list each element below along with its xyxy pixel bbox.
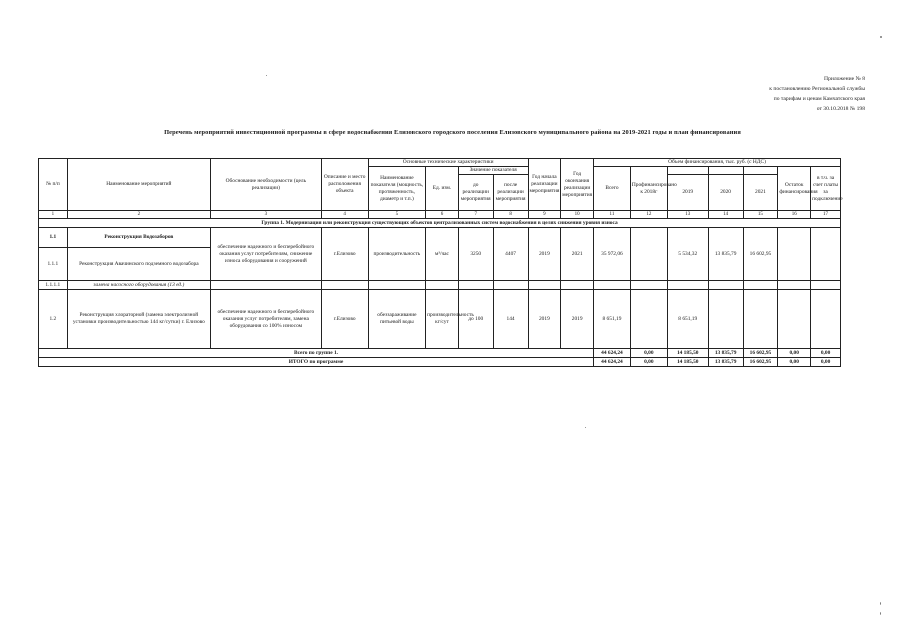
header-value-group: Значение показателя [458,167,528,175]
header-total: Всего [594,167,631,211]
appendix-line: по тарифам и ценам Камчатского края [773,96,865,102]
col-number: 17 [811,211,841,219]
group-total-label: Всего по группе 1. [39,349,594,358]
col-number: 8 [493,211,528,219]
group-total-2019: 14 185,50 [667,349,708,358]
row-before: 3250 [458,228,493,281]
grand-total-2021: 16 602,95 [743,358,778,367]
row-num: 1.1.1 [39,248,68,281]
col-number: 12 [630,211,667,219]
document-title: Перечень мероприятий инвестиционной программы в сфере водоснабжения Елизовского городского поселения Елизовского муниципального района на 2019-2021 годы и план финансирования [164,129,741,136]
header-indicator: Наименование показателя (мощность, протяженность, диаметр и т.п.) [368,167,425,211]
grand-total-2020: 13 835,79 [708,358,743,367]
row-name: Реконструкция Авачинского подземного водозабора [67,248,210,281]
header-unit: Ед. изм. [426,167,459,211]
header-remaining: Остаток финансирования [778,167,811,211]
row-after: 144 [493,290,528,349]
grand-total-label: ИТОГО по программе [39,358,594,367]
col-number: 10 [561,211,594,219]
header-tech-group: Основные технические характеристики [368,159,528,167]
grand-total-2019: 14 185,50 [667,358,708,367]
scan-speck [880,36,882,38]
header-before: до реализации мероприятия [458,175,493,211]
header-year-spacer [708,167,743,175]
group-total-row [39,349,841,358]
col-number: 13 [667,211,708,219]
group-total-remaining: 0,00 [778,349,811,358]
row-total: 8 651,19 [594,290,631,349]
col-number: 1 [39,211,68,219]
row-2020 [708,290,743,349]
header-reason: Обоснование необходимости (цель реализации) [211,159,322,211]
header-2021: 2021 [743,175,778,211]
grand-total-financed: 0,00 [630,358,667,367]
row-2021: 16 602,95 [743,228,778,281]
header-2019: 2019 [667,175,708,211]
header-year-spacer [667,167,708,175]
scan-speck [266,75,267,76]
row-fee [811,290,841,349]
row-indicator: обеззараживание питьевой воды [368,290,425,349]
appendix-block [769,74,865,114]
row-remaining [778,290,811,349]
row-location: г.Елизово [321,228,368,281]
column-number-row [39,211,841,219]
group-total-2021: 16 602,95 [743,349,778,358]
grand-total-fee: 0,00 [811,358,841,367]
header-end: Год окончания реализации мероприятия [561,159,594,211]
header-fee: в т.ч. за счет платы за подключение [811,167,841,211]
scan-speck [585,427,586,428]
row-name: Реконструкция Водозаборов [67,228,210,248]
group-total-fee: 0,00 [811,349,841,358]
col-number: 15 [743,211,778,219]
row-unit: м³/час [426,228,459,281]
appendix-line: к постановлению Региональной службы [769,86,865,92]
group-total-financed: 0,00 [630,349,667,358]
header-num: № п/п [39,159,68,211]
col-number: 11 [594,211,631,219]
grand-total-row [39,358,841,367]
row-indicator: производительность [368,228,425,281]
row-unit: производительность кг/сут [426,290,459,349]
col-number: 7 [458,211,493,219]
col-number: 9 [528,211,561,219]
scan-speck [880,612,881,615]
row-2020: 13 835,79 [708,228,743,281]
header-location: Описание и место расположения объекта [321,159,368,211]
group-row [39,219,841,228]
col-number: 2 [67,211,210,219]
col-number: 6 [426,211,459,219]
row-num: 1.1.1.1 [39,281,68,290]
group-total-total: 44 624,24 [594,349,631,358]
row-end: 2019 [561,290,594,349]
header-after: после реализации мероприятия [493,175,528,211]
header-fin-group: Объем финансирования, тыс. руб. (с НДС) [594,159,841,167]
row-2019: 8 651,19 [667,290,708,349]
row-reason: обеспечение надежного и бесперебойного оказания услуг потребителям, снижение износа оборудования и сооружений [211,228,322,281]
row-financed [630,228,667,281]
row-fee [811,228,841,281]
col-number: 4 [321,211,368,219]
row-2021 [743,290,778,349]
row-remaining [778,228,811,281]
group-total-2020: 13 835,79 [708,349,743,358]
row-num: 1.2 [39,290,68,349]
header-name: Наименование мероприятий [67,159,210,211]
col-number: 16 [778,211,811,219]
table-row [39,228,841,248]
row-start: 2019 [528,228,561,281]
row-total: 35 972,06 [594,228,631,281]
row-location: г.Елизово [321,290,368,349]
col-number: 3 [211,211,322,219]
table-row [39,290,841,349]
row-reason: обеспечение надежного и бесперебойного оказания услуг потребителям, замена оборудования со 100% износом [211,290,322,349]
investment-table [38,158,841,367]
header-2020: 2020 [708,175,743,211]
row-name: Реконструкция хлораторной (замена электролизной установки производительностью 144 кг/сутки) г. Елизово [67,290,210,349]
col-number: 14 [708,211,743,219]
row-start: 2019 [528,290,561,349]
col-number: 5 [368,211,425,219]
row-num: 1.1 [39,228,68,248]
appendix-line: Приложение № 8 [824,76,865,82]
header-year-spacer [743,167,778,175]
row-after: 4407 [493,228,528,281]
appendix-line: от 30.10.2018 № 198 [816,106,865,112]
header-financed: Профинансировано к 2018г [630,167,667,211]
row-2019: 5 534,32 [667,228,708,281]
header-start: Год начала реализации мероприятия [528,159,561,211]
group-title: Группа 1. Модернизация или реконструкция существующих объектов централизованных систем водоснабжения в целях снижения уровня износа [39,219,841,228]
grand-total-total: 44 624,24 [594,358,631,367]
row-before: до 100 [458,290,493,349]
row-financed [630,290,667,349]
row-end: 2021 [561,228,594,281]
row-name: замена насосного оборудования (13 ед.) [67,281,210,290]
table-row [39,281,841,290]
grand-total-remaining: 0,00 [778,358,811,367]
scan-speck [880,602,881,605]
